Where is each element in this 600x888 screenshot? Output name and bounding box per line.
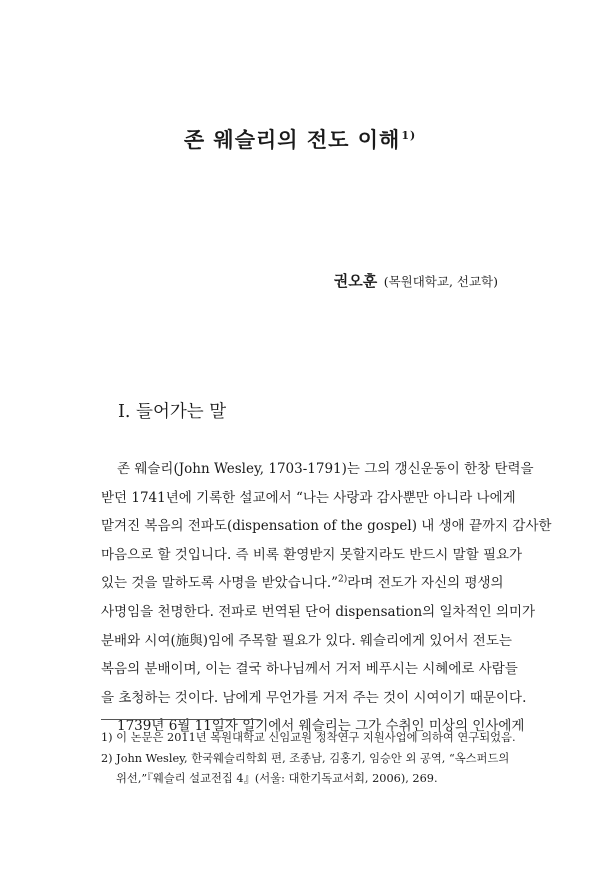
section-heading: I. 들어가는 말	[118, 402, 227, 422]
paper-title-text: 존 웨슬리의 전도 이해	[183, 127, 401, 152]
body-line: 사명임을 천명한다. 전파로 번역된 단어 dispensation의 일차적인 의미가	[101, 603, 536, 620]
footnote-divider	[101, 719, 261, 720]
footnotes	[101, 728, 516, 790]
footnote-2: 2) John Wesley, 한국웨슬리학회 편, 조종남, 김홍기, 임승안 외 공역, “옥스퍼드의	[101, 751, 510, 765]
body-line: 복음의 분배이며, 이는 결국 하나님께서 거저 베푸시는 시혜에로 사람들	[101, 661, 518, 678]
body-line: 1739년 6월 11일자 일기에서 웨슬리는 그가 수취인 미상의 인사에게	[117, 718, 525, 735]
footnote-2-continued: 위선,”『웨슬리 설교전집 4』(서울: 대한기독교서회, 2006), 269.	[116, 772, 438, 785]
body-line: 마음으로 할 것입니다. 즉 비록 환영받지 못할지라도 반드시 말할 필요가	[101, 546, 523, 563]
body-line: 존 웨슬리(John Wesley, 1703-1791)는 그의 갱신운동이 한창 탄력을	[117, 461, 534, 477]
body-line-with-note	[101, 569, 504, 598]
footnote-ref-1: 1)	[401, 129, 417, 142]
footnote-ref-2: 2)	[338, 574, 348, 585]
body-line: 을 초청하는 것이다. 남에게 무언가를 거저 주는 것이 시여이기 때문이다.	[101, 689, 527, 706]
body-line-part: 라며 전도가 자신의 평생의	[347, 575, 504, 592]
body-line: 분배와 시여(施與)임에 주목할 필요가 있다. 웨슬리에게 있어서 전도는	[101, 632, 512, 649]
author-name: 권오훈	[333, 272, 378, 290]
author-affiliation: (목원대학교, 선교학)	[383, 274, 498, 289]
paper-title	[0, 124, 600, 154]
author-line	[334, 270, 498, 291]
body-line: 받던 1741년에 기록한 설교에서 “나는 사랑과 감사뿐만 아니라 나에게	[101, 489, 516, 506]
body-text	[101, 455, 552, 741]
body-line: 맡겨진 복음의 전파도(dispensation of the gospel) 내 생애 끝까지 감사한	[101, 518, 552, 535]
body-line-part: 있는 것을 말하도록 사명을 받았습니다.”	[101, 575, 339, 592]
footnote-1: 1) 이 논문은 2011년 목원대학교 신임교원 정착연구 지원사업에 의하여 연구되었음.	[101, 731, 516, 744]
